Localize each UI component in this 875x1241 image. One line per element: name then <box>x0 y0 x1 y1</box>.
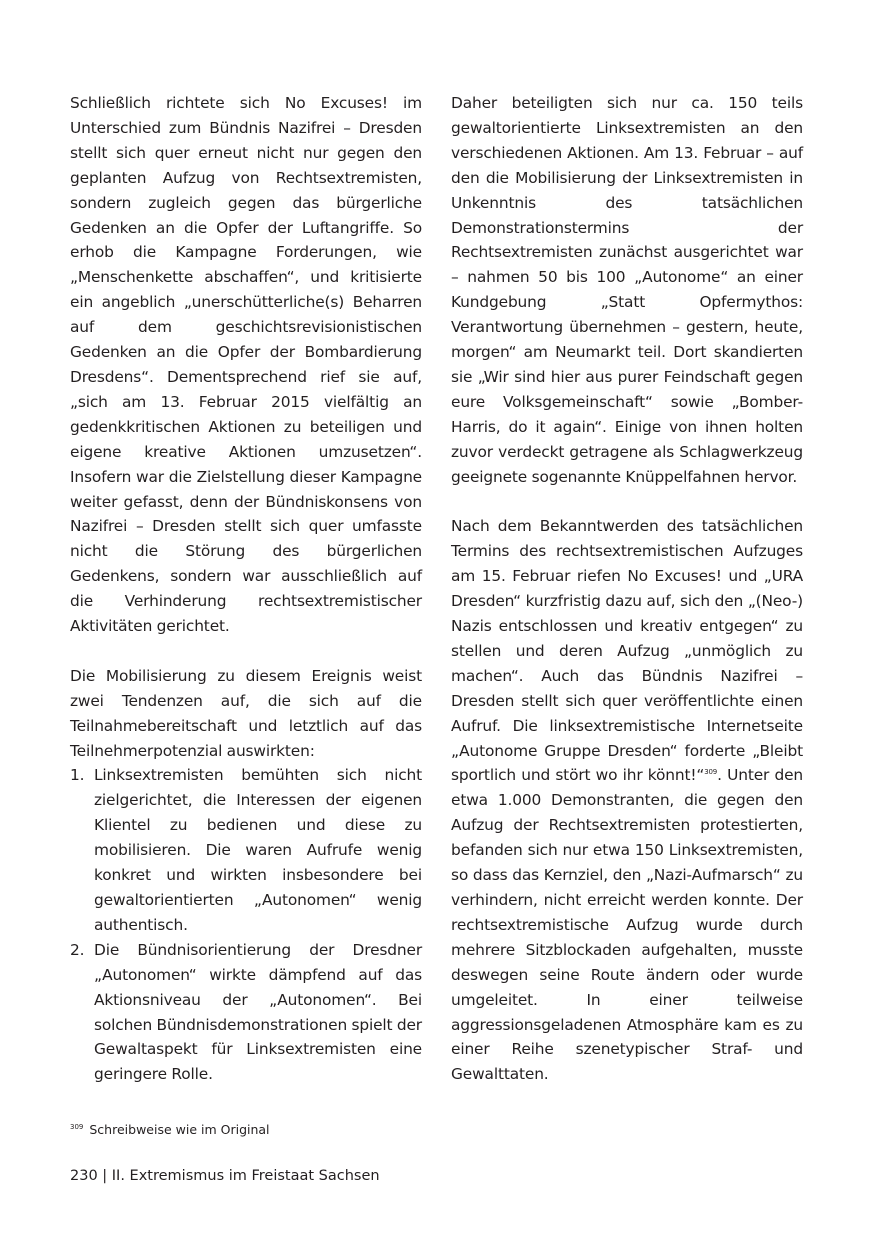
footnote-number: 309 <box>70 1123 84 1131</box>
left-paragraph-1: Schließlich richtete sich No Excuses! im Unterschied zum Bündnis Nazifrei – Dresden stellt sich quer erneut nicht nur gegen den geplanten Aufzug von Rechtsextremisten, sondern zugleich gegen das bürgerliche Gedenken an die Opfer der Luftangriffe. So erhob die Kampagne Forderungen, wie „Menschenkette abschaffen“, und kritisierte ein angeblich „unerschütterliche(s) Beharren auf dem geschichtsrevisionistischen Gedenken an die Opfer der Bombardierung Dresdens“. Dementsprechend rief sie auf, „sich am 13. Februar 2015 vielfältig an gedenkkritischen Aktionen zu beteiligen und eigene kreative Aktionen umzusetzen“. Insofern war die Zielstellung dieser Kampagne weiter gefasst, denn der Bündniskonsens von Nazifrei – Dresden stellt sich quer umfasste nicht die Störung des bürgerlichen Gedenkens, sondern war ausschließlich auf die Verhinderung rechtsextremistischer Aktivitäten gerichtet. <box>70 94 422 636</box>
paragraph-text-after-footnote: . Unter den etwa 1.000 Demonstranten, die gegen den Aufzug der Rechtsextremisten protestierten, befanden sich nur etwa 150 Linksextremisten, so dass das Kernziel, den „Nazi-Aufmarsch“ zu verhindern, nicht erreicht werden konnte. Der rechtsextremistische Aufzug wurde durch mehrere Sitzblockaden aufgehalten, musste deswegen seine Route ändern oder wurde umgeleitet. In einer teilweise aggressionsgeladenen Atmosphäre kam es zu einer Reihe szenetypischer Straf- und Gewalttaten. <box>451 766 803 1084</box>
list-item-text: Linksextremisten bemühten sich nicht zielgerichtet, die Interessen der eigenen Klientel zu bedienen und diese zu mobilisieren. Die waren Aufrufe wenig konkret und wirkten insbesondere bei gewaltorientierten „Autonomen“ wenig authentisch. <box>94 766 422 934</box>
right-column <box>451 91 803 1087</box>
list-item <box>70 763 422 937</box>
list-item-text: Die Bündnisorientierung der Dresdner „Autonomen“ wirkte dämpfend auf das Aktionsniveau der „Autonomen“. Bei solchen Bündnisdemonstrationen spielt der Gewaltaspekt für Linksextremisten eine geringere Rolle. <box>94 940 422 1084</box>
list-item-number: 2. <box>70 940 85 959</box>
list-item <box>70 938 422 1087</box>
page-footer: 230 | II. Extremismus im Freistaat Sachsen <box>70 1168 380 1184</box>
footnote-reference[interactable]: 309 <box>704 768 718 777</box>
footnote-text: Schreibweise wie im Original <box>89 1122 270 1137</box>
left-column <box>70 91 422 1087</box>
footnote <box>70 1119 270 1138</box>
numbered-list <box>70 763 422 1087</box>
paragraph-text-before-footnote: Nach dem Bekanntwerden des tatsächlichen Termins des rechtsextremistischen Aufzuges am 15. Februar riefen No Excuses! und „URA Dresden“ kurzfristig dazu auf, sich den „(Neo-) Nazis entschlossen und kreativ entgegen“ zu stellen und deren Aufzug „unmöglich zu machen“. Auch das Bündnis Nazifrei – Dresden stellt sich quer veröffentlichte einen Aufruf. Die linksextremistische Internetseite „Autonome Gruppe Dresden“ forderte „Bleibt sportlich und stört wo ihr könnt!“ <box>451 517 803 785</box>
list-item-number: 1. <box>70 766 85 785</box>
right-paragraph-1: Daher beteiligten sich nur ca. 150 teils gewaltorientierte Linksextremisten an den verschiedenen Aktionen. Am 13. Februar – auf den die Mobilisierung der Linksextremisten in Unkenntnis des tatsächlichen Demonstrationstermins der Rechtsextremisten zunächst ausgerichtet war – nahmen 50 bis 100 „Autonome“ an einer Kundgebung „Statt Opfermythos: Verantwortung übernehmen – gestern, heute, morgen“ am Neumarkt teil. Dort skandierten sie „Wir sind hier aus purer Feindschaft gegen eure Volksgemeinschaft“ sowie „Bomber-Harris, do it again“. Einige von ihnen holten zuvor verdeckt getragene als Schlagwerkzeug geeignete sogenannte Knüppelfahnen hervor. <box>451 94 803 486</box>
left-paragraph-2: Die Mobilisierung zu diesem Ereignis weist zwei Tendenzen auf, die sich auf die Teilnahmebereitschaft und letztlich auf das Teilnehmerpotenzial auswirkten: <box>70 666 422 760</box>
right-paragraph-2 <box>451 514 803 1087</box>
